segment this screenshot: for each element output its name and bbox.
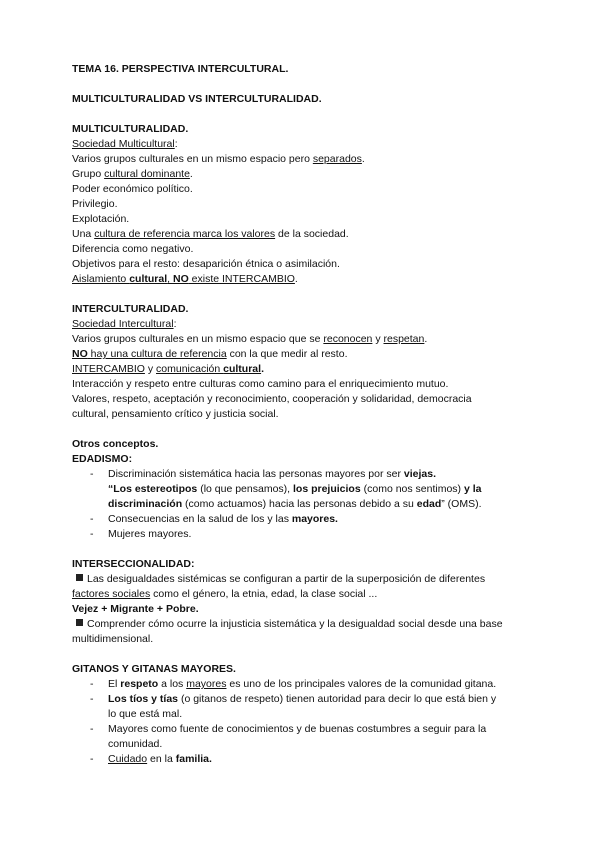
document-page [72,62,542,767]
multi-line-8: Objetivos para el resto: desaparición étnica o asimilación. [72,258,340,270]
list-item: - Los tíos y tías (o gitanos de respeto) tienen autoridad para decir lo que está bien y lo que está mal. [90,693,497,720]
multi-line-7: Diferencia como negativo. [72,243,194,255]
multi-line-6: Una cultura de referencia marca los valores de la sociedad. [72,228,349,240]
multi-line-3: Poder económico político. [72,183,193,195]
inters-para-2-cont: multidimensional. [72,633,154,645]
edadismo-list [72,467,542,542]
edadismo-heading: EDADISMO: [72,453,133,465]
square-bullet-icon [76,619,83,626]
inter-line-1: Varios grupos culturales en un mismo espacio que se reconocen y respetan. [72,333,428,345]
page-title: TEMA 16. PERSPECTIVA INTERCULTURAL. [72,63,289,75]
inters-formula: Vejez + Migrante + Pobre. [72,603,199,615]
gitanos-list [72,677,542,767]
inter-line-5: Valores, respeto, aceptación y reconocimiento, cooperación y solidaridad, democracia [72,393,472,405]
list-item: - Discriminación sistemática hacia las personas mayores por ser viejas. “Los estereotipos (lo que pensamos), los prejuicios (como nos sentimos) y la discriminación (como actuamos) hacia las personas debido a su edad” (OMS). [90,468,482,510]
gitanos-heading: GITANOS Y GITANAS MAYORES. [72,663,236,675]
interseccionalidad-heading: INTERSECCIONALIDAD: [72,558,195,570]
multi-line-1: Varios grupos culturales en un mismo espacio pero separados. [72,153,365,165]
list-item: - Cuidado en la familia. [90,753,212,765]
section-title: MULTICULTURALIDAD VS INTERCULTURALIDAD. [72,93,322,105]
inter-sub-label: Sociedad Intercultural: [72,318,177,330]
inters-para-1-cont: factores sociales como el género, la etnia, edad, la clase social ... [72,588,378,600]
multi-heading: MULTICULTURALIDAD. [72,123,189,135]
multi-line-5: Explotación. [72,213,130,225]
list-item: - El respeto a los mayores es uno de los principales valores de la comunidad gitana. [90,678,497,690]
square-bullet-icon [76,574,83,581]
multi-line-2: Grupo cultural dominante. [72,168,193,180]
inter-line-4: Interacción y respeto entre culturas como camino para el enriquecimiento mutuo. [72,378,449,390]
inter-line-2: NO hay una cultura de referencia con la que medir al resto. [72,348,348,360]
list-item: - Mujeres mayores. [90,528,192,540]
inter-line-3: INTERCAMBIO y comunicación cultural. [72,363,264,375]
inters-para-1: Las desigualdades sistémicas se configuran a partir de la superposición de diferentes [72,572,542,587]
multi-line-4: Privilegio. [72,198,118,210]
multi-sub-label: Sociedad Multicultural: [72,138,178,150]
multi-line-9: Aislamiento cultural, NO existe INTERCAMBIO. [72,273,298,285]
inters-para-2: Comprender cómo ocurre la injusticia sistemática y la desigualdad social desde una base [72,617,542,632]
otros-heading: Otros conceptos. [72,438,159,450]
list-item: - Mayores como fuente de conocimientos y de buenas costumbres a seguir para la comunidad. [90,723,487,750]
list-item: - Consecuencias en la salud de los y las mayores. [90,513,338,525]
inter-heading: INTERCULTURALIDAD. [72,303,189,315]
inter-line-6: cultural, pensamiento crítico y justicia social. [72,408,279,420]
